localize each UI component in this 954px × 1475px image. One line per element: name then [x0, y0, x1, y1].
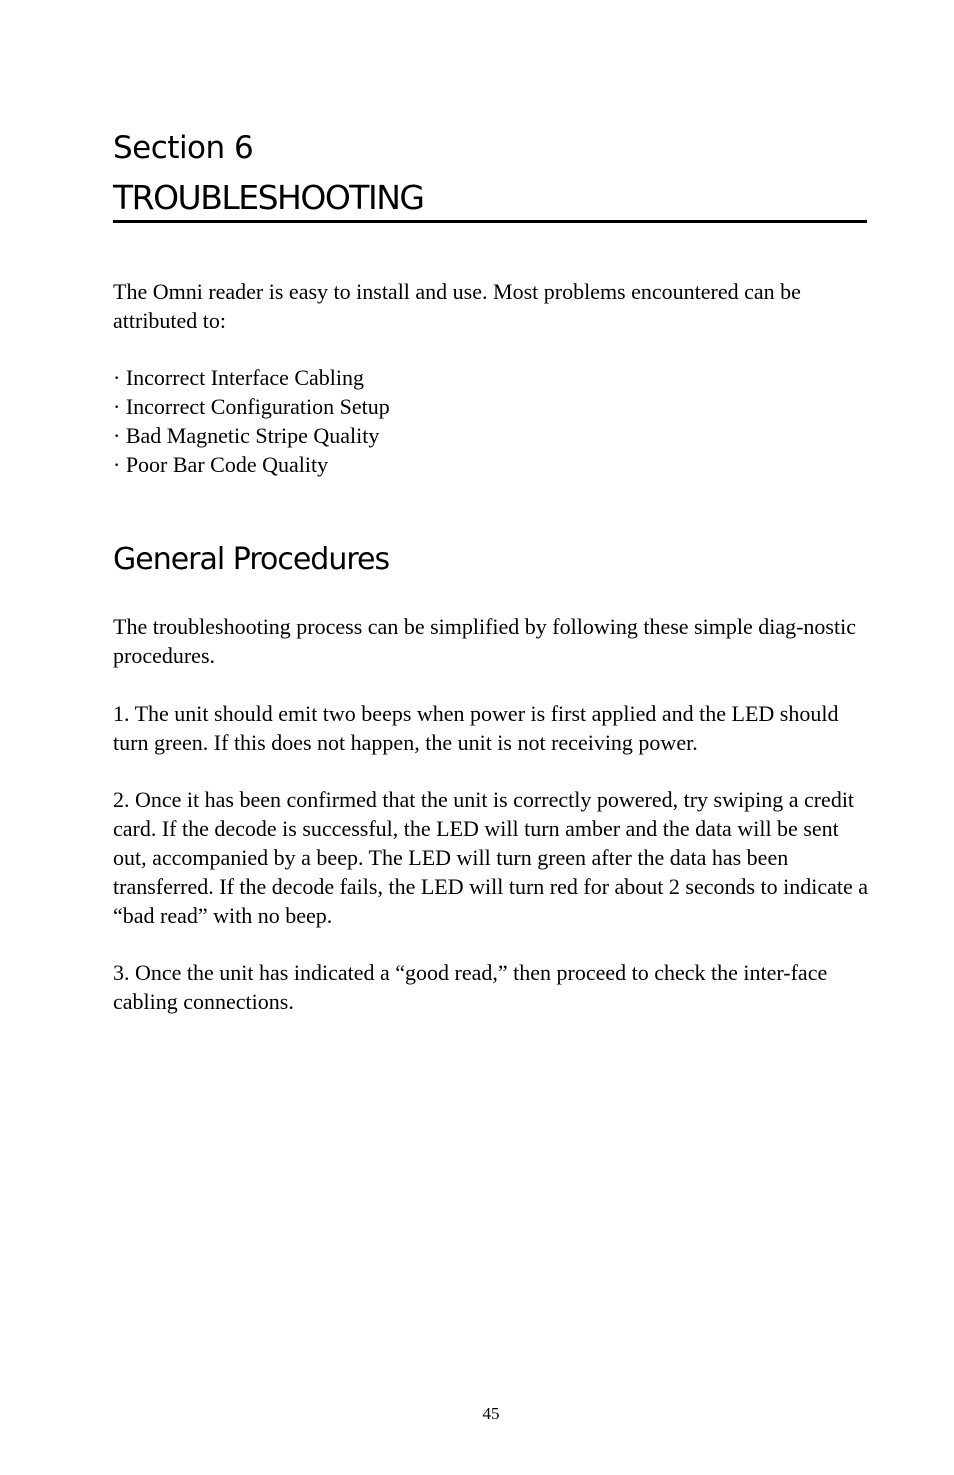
page-number: 45 [482, 1404, 500, 1423]
list-item: · Incorrect Interface Cabling [113, 365, 365, 390]
intro-paragraph: The Omni reader is easy to install and use. Most problems encountered can be attributed to: [113, 279, 801, 333]
list-item: · Bad Magnetic Stripe Quality [113, 423, 380, 448]
procedure-step-3: 3. Once the unit has indicated a “good read,” then proceed to check the inter-face cabling connections. [113, 960, 828, 1014]
list-item: · Poor Bar Code Quality [113, 452, 329, 477]
general-procedures-heading: General Procedures [113, 542, 390, 577]
procedure-step-2: 2. Once it has been confirmed that the unit is correctly powered, try swiping a credit card. If the decode is successful, the LED will turn amber and the data will be sent out, accompanied by a beep. The LED will turn green after the data has been transferred. If the decode fails, the LED will turn red for about 2 seconds to indicate a “bad read” with no beep. [113, 787, 869, 928]
procedure-step-1: 1. The unit should emit two beeps when power is first applied and the LED should turn green. If this does not happen, the unit is not receiving power. [113, 701, 839, 755]
section-title: TROUBLESHOOTING [113, 178, 424, 217]
section-label: Section 6 [113, 130, 254, 166]
problem-cause-list [113, 363, 390, 479]
title-underline-rule [113, 220, 867, 223]
procedures-intro-paragraph: The troubleshooting process can be simplified by following these simple diag-nostic procedures. [113, 614, 856, 668]
list-item: · Incorrect Configuration Setup [113, 394, 390, 419]
